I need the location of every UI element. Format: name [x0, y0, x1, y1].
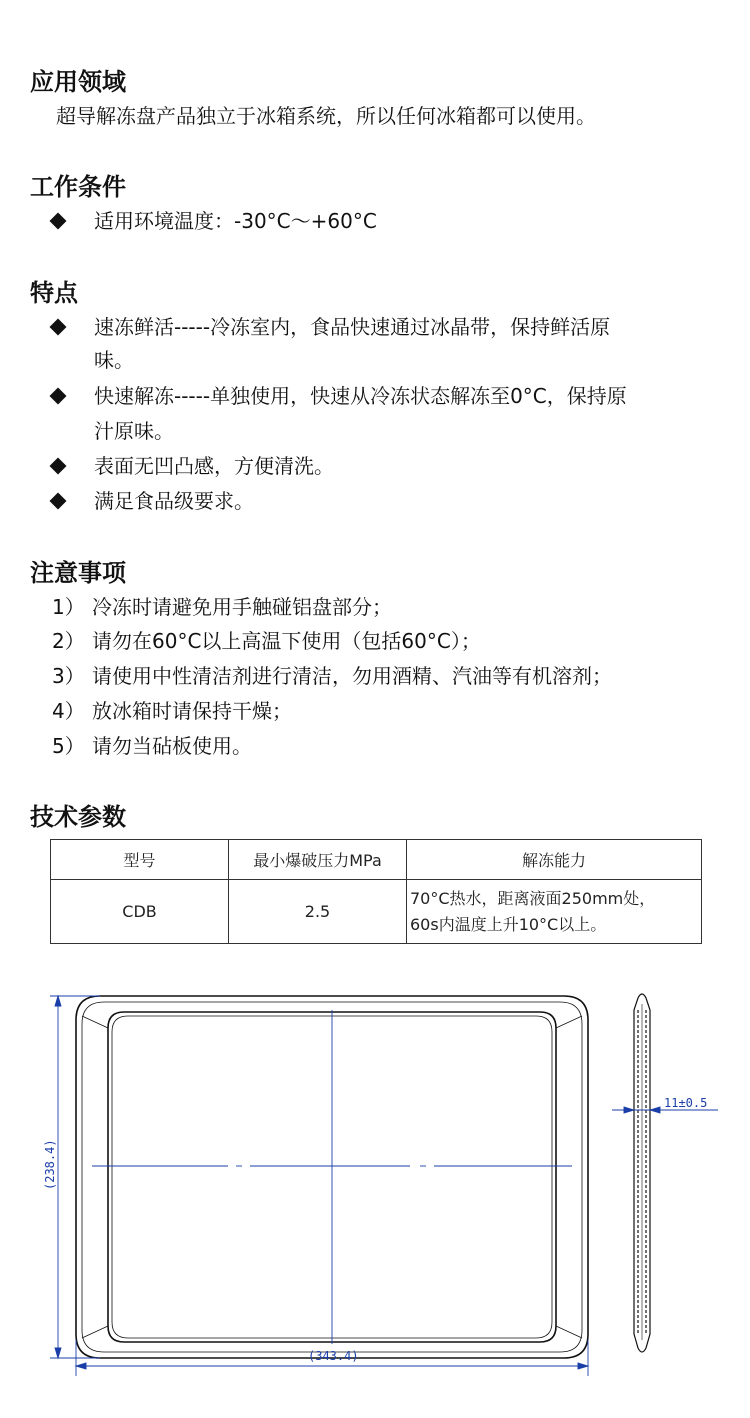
height-dimension	[50, 996, 100, 1358]
section-title-conditions: 工作条件	[30, 173, 126, 201]
height-dimension-label: (238.4)	[43, 1139, 57, 1190]
note-text: 请勿当砧板使用。	[92, 734, 252, 758]
feature-text-line1: 表面无凹凸感，方便清洗。	[94, 454, 334, 478]
table-header-row	[51, 840, 702, 880]
diamond-bullet-icon	[50, 493, 67, 510]
application-text: 超导解冻盘产品独立于冰箱系统，所以任何冰箱都可以使用。	[56, 104, 596, 128]
note-number: 5）	[52, 734, 85, 758]
tray-side-view	[634, 994, 650, 1352]
section-title-application: 应用领域	[30, 68, 126, 96]
capacity-line1: 70°C热水，距离液面250mm处，	[410, 888, 656, 908]
thickness-dimension-label: 11±0.5	[664, 1096, 708, 1110]
cell-pressure: 2.5	[229, 880, 407, 944]
center-lines	[92, 1010, 572, 1344]
note-number: 2）	[52, 629, 85, 653]
tray-technical-drawing	[0, 980, 750, 1418]
condition-text: 适用环境温度：-30°C～+60°C	[94, 209, 377, 233]
section-title-specs: 技术参数	[30, 803, 126, 831]
section-title-features: 特点	[30, 279, 78, 307]
note-number: 3）	[52, 664, 85, 688]
diamond-bullet-icon	[50, 319, 67, 336]
note-text: 请使用中性清洁剂进行清洁，勿用酒精、汽油等有机溶剂；	[92, 664, 612, 688]
capacity-line2: 60s内温度上升10°C以上。	[410, 914, 607, 934]
note-text: 冷冻时请避免用手触碰铝盘部分；	[92, 595, 392, 619]
section-title-notes: 注意事项	[30, 559, 126, 587]
feature-text-line1: 速冻鲜活-----冷冻室内，食品快速通过冰晶带，保持鲜活原	[94, 315, 611, 339]
note-text: 请勿在60°C以上高温下使用（包括60°C）；	[92, 629, 481, 653]
diamond-bullet-icon	[50, 213, 67, 230]
note-number: 4）	[52, 699, 85, 723]
spec-table	[50, 839, 702, 944]
note-text: 放冰箱时请保持干燥；	[92, 699, 292, 723]
width-dimension-label: (343.4)	[308, 1349, 359, 1363]
header-model: 型号	[51, 840, 229, 880]
diamond-bullet-icon	[50, 388, 67, 405]
header-capacity: 解冻能力	[407, 840, 702, 880]
header-pressure: 最小爆破压力MPa	[229, 840, 407, 880]
note-number: 1）	[52, 595, 85, 619]
cell-capacity	[407, 880, 702, 944]
cell-model: CDB	[51, 880, 229, 944]
feature-text-line1: 快速解冻-----单独使用，快速从冷冻状态解冻至0°C，保持原	[94, 384, 627, 408]
feature-text-line2: 味。	[94, 348, 134, 372]
table-row	[51, 880, 702, 944]
feature-text-line2: 汁原味。	[94, 419, 174, 443]
diamond-bullet-icon	[50, 458, 67, 475]
feature-text-line1: 满足食品级要求。	[94, 489, 254, 513]
